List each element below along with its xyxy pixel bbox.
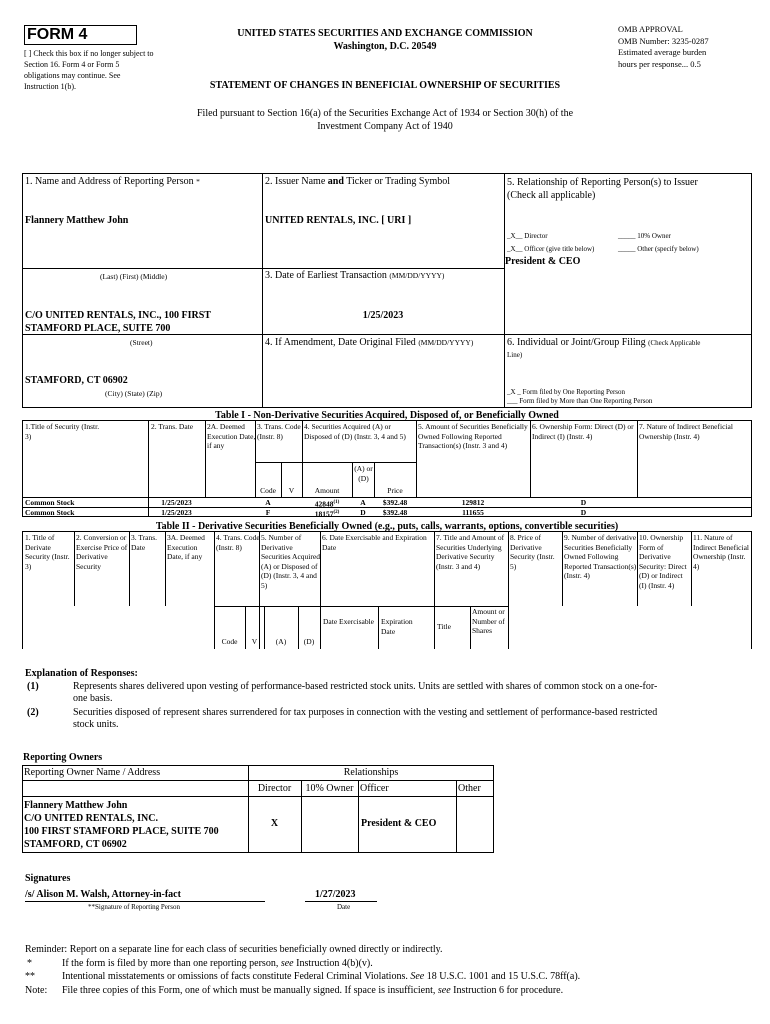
table2-sub-a: (A) [275,637,287,646]
reporting-owners-heading: Reporting Owners [23,752,103,763]
table2-h3: 3. Trans. Date [131,533,158,552]
table2-sub-code: Code [221,637,238,646]
table1-row2-title: Common Stock [25,508,75,517]
footer-note-mark: Note: [25,985,48,996]
table2-h6: 6. Date Exercisable and Expiration Date [322,533,427,552]
address-line1: C/O UNITED RENTALS, INC., 100 FIRST [25,310,211,321]
name-parts-label: (Last) (First) (Middle) [100,272,168,281]
table1-row1-title: Common Stock [25,498,75,507]
omb-burden: Estimated average burden [618,47,707,57]
table1-sub-v: V [288,486,295,495]
relationship-other: _____ Other (specify below) [618,245,699,253]
earliest-transaction-label: 3. Date of Earliest Transaction (MM/DD/YYYY) [265,270,445,281]
table1-h1: 1.Title of Security (Instr. 3) [25,422,100,441]
explanation-heading: Explanation of Responses: [25,668,138,679]
relationship-ten-pct: _____ 10% Owner [618,232,671,240]
table2-sub-expiration: Expiration Date [381,617,413,636]
table1-h7: 7. Nature of Indirect Beneficial Ownership (Instr. 4) [639,422,733,441]
table2-sub-d: (D) [303,637,315,646]
reporting-person-label: 1. Name and Address of Reporting Person * [25,176,200,187]
table1-row1-price: $392.48 [382,498,408,507]
footer-reminder: Reminder: Report on a separate line for each class of securities beneficially owned directly or indirectly. [25,944,443,955]
relationship-officer: _X__ Officer (give title below) [507,245,595,253]
reporting-person-name: Flannery Matthew John [25,215,129,226]
filed-pursuant-line1: Filed pursuant to Section 16(a) of the Securities Exchange Act of 1934 or Section 30(h) of the [196,108,574,119]
table1-sub-aord: (A) or (D) [354,464,373,483]
footer-dstar-mark: ** [25,971,35,982]
table1-row1-date: 1/25/2023 [161,498,192,507]
table1-row2-price: $392.48 [382,508,408,517]
filing-option-one: _X _ Form filed by One Reporting Person [507,388,626,396]
explanation-1-num: (1) [27,681,39,692]
owners-col-name: Reporting Owner Name / Address [24,767,161,778]
commission-title: UNITED STATES SECURITIES AND EXCHANGE COMMISSION [237,28,533,39]
table2-h4: 4. Trans. Code (Instr. 8) [216,533,260,552]
street-label: (Street) [130,338,153,347]
commission-city: Washington, D.C. 20549 [333,41,437,52]
owners-col-other: Other [458,783,481,794]
table1-row2-code: F [265,508,271,517]
checkbox-note: [ ] Check this box if no longer subject to Section 16. Form 4 or Form 5 obligations may continue. See Instruction 1(b). [24,49,154,91]
table1-h6: 6. Ownership Form: Direct (D) or Indirect (I) (Instr. 4) [532,422,634,441]
owner-officer-title: President & CEO [361,818,437,829]
footer-note-text: File three copies of this Form, one of which must be manually signed. If space is insufficient, see Instruction 6 for procedure. [62,985,564,996]
table2-h5: 5. Number of Derivative Securities Acquired (A) or Disposed of (D) (Instr. 3, 4 and 5) [261,533,320,590]
owners-col-relationships: Relationships [343,767,399,778]
relationship-label: 5. Relationship of Reporting Person(s) to Issuer (Check all applicable) [507,177,698,201]
table2-h2: 2. Conversion or Exercise Price of Derivative Security [76,533,128,571]
signatures-heading: Signatures [25,873,71,884]
table1-row1-code: A [265,498,271,507]
table1-h5: 5. Amount of Securities Beneficially Owned Following Reported Transaction(s) (Instr. 3 and 4) [418,422,528,450]
table2-sub-v: V [251,637,258,646]
explanation-1-text: Represents shares delivered upon vesting of performance-based restricted stock units. Units are settled with shares of common stock on a one-for- one basis. [73,681,658,704]
owners-col-ten: 10% Owner [305,783,354,794]
filed-pursuant-line2: Investment Company Act of 1940 [317,121,453,132]
form-title: FORM 4 [27,26,88,43]
filing-type-label: 6. Individual or Joint/Group Filing (Check Applicable Line) [507,337,701,359]
table2-h9: 9. Number of derivative Securities Beneficially Owned Following Reported Transaction(s) (Instr. 4) [564,533,637,580]
table2-sub-title: Title [437,622,451,631]
table2-sub-amount: Amount or Number of Shares [472,607,505,635]
city-state-zip-label: (City) (State) (Zip) [105,389,163,398]
footer-star-text: If the form is filed by more than one reporting person, see Instruction 4(b)(v). [62,958,373,969]
owners-col-officer: Officer [360,783,389,794]
explanation-2-text: Securities disposed of represent shares surrendered for tax purposes in connection with the vesting and settlement of performance-based restricted stock units. [73,707,658,730]
city-state-zip: STAMFORD, CT 06902 [25,375,128,386]
filing-option-multiple: ___ Form filed by More than One Reporting Person [507,397,653,405]
footer-dstar-text: Intentional misstatements or omissions of facts constitute Federal Criminal Violations. See 18 U.S.C. 1001 and 15 U.S.C. 78ff(a). [62,971,581,982]
issuer-name: UNITED RENTALS, INC. [ URI ] [265,215,412,226]
table1-row2-aord: D [360,508,366,517]
table1-row2-amount: 18157$^{(2)}$ [314,509,340,519]
table1-h3: 3. Trans. Code (Instr. 8) [257,422,301,441]
table2-h10: 10. Ownership Form of Derivative Security: Direct (D) or Indirect (I) (Instr. 4) [639,533,687,590]
owners-col-director: Director [257,783,292,794]
table2-h7: 7. Title and Amount of Securities Underlying Derivative Security (Instr. 3 and 4) [436,533,505,571]
table1-row2-owned: 111655 [462,508,484,517]
table1-row1-aord: A [360,498,366,507]
owner-director-mark: X [270,818,279,829]
signer-name: /s/ Alison M. Walsh, Attorney-in-fact [25,889,181,900]
signature-date-label: Date [337,903,351,911]
address-line2: STAMFORD PLACE, SUITE 700 [25,323,171,334]
table1-h4: 4. Securities Acquired (A) or Disposed of (D) (Instr. 3, 4 and 5) [304,422,406,441]
statement-title: STATEMENT OF CHANGES IN BENEFICIAL OWNERSHIP OF SECURITIES [209,80,561,91]
footer-star-mark: * [27,958,32,969]
relationship-title: President & CEO [505,256,581,267]
table2-h1: 1. Title of Derivate Security (Instr. 3) [25,533,70,571]
issuer-label: 2. Issuer Name and Ticker or Trading Symbol [265,176,451,187]
table1-row1-form: D [580,498,587,507]
table1-h2a: 2A. Deemed Execution Date, if any [207,422,256,450]
omb-approval: OMB APPROVAL [618,24,683,34]
explanation-2-num: (2) [27,707,39,718]
relationship-director: _X__ Director [507,232,548,240]
table1-h2: 2. Trans. Date [151,422,194,431]
omb-number: OMB Number: 3235-0287 [618,35,709,46]
table1-row2-form: D [580,508,587,517]
table1-row1-owned: 129812 [461,498,485,507]
table2-h3a: 3A. Deemed Execution Date, if any [167,533,205,561]
table1-title: Table I - Non-Derivative Securities Acquired, Disposed of, or Beneficially Owned [215,410,559,421]
signer-label: **Signature of Reporting Person [88,903,180,911]
earliest-transaction-date: 1/25/2023 [362,310,404,321]
table1-sub-amount: Amount [314,486,340,495]
table2-h11: 11. Nature of Indirect Beneficial Ownership (Instr. 4) [693,533,750,571]
table1-row2-date: 1/25/2023 [161,508,192,517]
omb-hours: hours per response... 0.5 [618,58,701,69]
amendment-label: 4. If Amendment, Date Original Filed (MM/DD/YYYY) [265,337,474,348]
owner-address: Flannery Matthew John C/O UNITED RENTALS, INC. 100 FIRST STAMFORD PLACE, SUITE 700 STAMFORD, CT 06902 [24,800,219,850]
table2-h8: 8. Price of Derivative Security (Instr. 5) [510,533,555,571]
table2-sub-date-exercisable: Date Exercisable [323,617,375,626]
omb-box [618,24,758,70]
table2-title: Table II - Derivative Securities Beneficially Owned (e.g., puts, calls, warrants, options, convertible securities) [155,521,619,532]
table1-sub-code: Code [260,486,276,495]
form-title-box [24,25,137,45]
signature-date: 1/27/2023 [315,889,356,900]
table1-row1-amount: 42848$^{(1)}$ [314,499,340,509]
upper-section-frame [22,173,752,408]
table1-sub-price: Price [387,486,403,495]
